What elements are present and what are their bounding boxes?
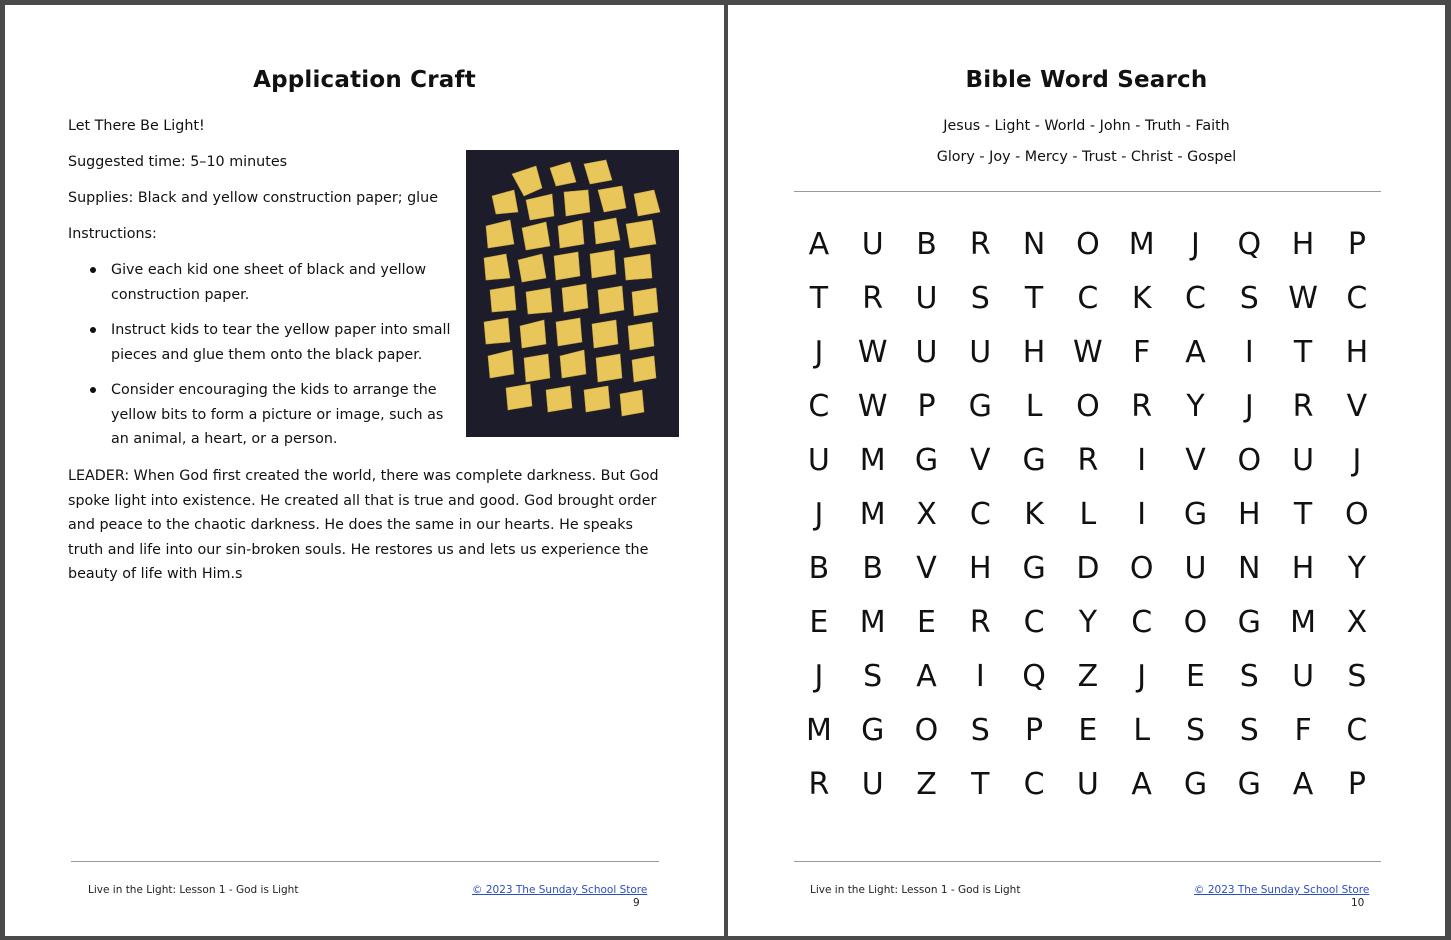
footer-divider	[71, 861, 659, 862]
grid-letter: C	[1131, 604, 1153, 640]
grid-letter: G	[1183, 496, 1208, 532]
grid-letter: R	[1292, 388, 1314, 424]
grid-letter: T	[971, 766, 990, 802]
grid-letter: J	[814, 496, 824, 532]
grid-letter: N	[1238, 550, 1261, 586]
grid-letter: U	[915, 334, 938, 370]
leader-paragraph: LEADER: When God first created the world, there was complete darkness. But God spoke light into existence. He created all that is true and good. God brought order and peace to the chaotic darkness. He does the same in our hearts. He speaks truth and life into our sin-broken souls. He restores us and lets us experience the beauty of life with Him.s	[68, 468, 659, 582]
grid-letter: E	[1185, 658, 1205, 694]
grid-letter: S	[970, 280, 990, 316]
grid-letter: D	[1076, 550, 1100, 586]
torn-paper-image	[466, 150, 679, 437]
grid-letter: P	[1025, 712, 1044, 748]
grid-letter: X	[916, 496, 937, 532]
grid-letter: E	[809, 604, 829, 640]
grid-letter: W	[1073, 334, 1103, 370]
page-number: 9	[633, 897, 640, 909]
grid-letter: T	[809, 280, 829, 316]
grid-letter: L	[1133, 712, 1151, 748]
grid-letter: N	[1022, 226, 1046, 262]
grid-letter: Z	[916, 766, 937, 802]
grid-letter: V	[916, 550, 937, 586]
grid-letter: A	[1185, 334, 1206, 370]
grid-letter: L	[1025, 388, 1043, 424]
grid-letter: X	[1346, 604, 1368, 640]
grid-letter: A	[1292, 766, 1314, 802]
grid-letter: P	[1347, 226, 1366, 262]
grid-letter: S	[1185, 712, 1205, 748]
grid-letter: G	[914, 442, 939, 478]
grid-letter: G	[1237, 604, 1261, 640]
grid-letter: S	[863, 658, 883, 694]
grid-letter: U	[1184, 550, 1207, 586]
grid-letter: F	[1133, 334, 1151, 370]
grid-letter: J	[814, 334, 824, 370]
page-title: Bible Word Search	[965, 67, 1208, 93]
grid-letter: L	[1079, 496, 1097, 532]
grid-letter: S	[1239, 712, 1259, 748]
grid-letter: U	[1292, 658, 1315, 694]
word-search-grid	[792, 217, 1384, 811]
grid-letter: C	[1023, 604, 1045, 640]
grid-letter: A	[808, 226, 830, 262]
footer-divider	[794, 861, 1381, 862]
grid-letter: U	[861, 226, 884, 262]
grid-letter: A	[1131, 766, 1152, 802]
grid-letter: M	[1290, 604, 1317, 640]
suggested-time: Suggested time: 5–10 minutes	[68, 154, 288, 170]
grid-letter: M	[859, 496, 886, 532]
grid-letter: I	[1137, 442, 1147, 478]
grid-letter: S	[1347, 658, 1367, 694]
grid-letter: M	[1128, 226, 1155, 262]
grid-letter: E	[1078, 712, 1098, 748]
copyright-link[interactable]: © 2023 The Sunday School Store	[1194, 884, 1370, 896]
grid-letter: R	[969, 604, 991, 640]
grid-letter: Y	[1347, 550, 1367, 586]
grid-letter: U	[969, 334, 992, 370]
grid-letter: U	[1076, 766, 1099, 802]
instructions-list	[68, 258, 458, 463]
grid-letter: S	[1239, 280, 1259, 316]
grid-letter: V	[970, 442, 991, 478]
left-page	[5, 5, 724, 936]
grid-letter: M	[805, 712, 832, 748]
grid-letter: G	[1022, 442, 1046, 478]
craft-photo	[466, 150, 679, 437]
grid-letter: B	[916, 226, 937, 262]
grid-letter: B	[808, 550, 830, 586]
grid-letter: I	[1137, 496, 1147, 532]
grid-letter: E	[917, 604, 936, 640]
footer-lesson: Live in the Light: Lesson 1 - God is Light	[810, 884, 1021, 896]
grid-letter: Y	[1078, 604, 1098, 640]
grid-letter: W	[857, 388, 888, 424]
grid-letter: G	[1022, 550, 1046, 586]
grid-letter: C	[1185, 280, 1206, 316]
grid-letter: F	[1294, 712, 1312, 748]
grid-letter: C	[1077, 280, 1099, 316]
copyright-link[interactable]: © 2023 The Sunday School Store	[472, 884, 648, 896]
grid-letter: M	[859, 604, 886, 640]
grid-letter: T	[1293, 334, 1313, 370]
page-title: Application Craft	[253, 67, 476, 93]
grid-letter: G	[968, 388, 992, 424]
grid-letter: R	[1077, 442, 1099, 478]
grid-letter: O	[1345, 496, 1369, 532]
grid-letter: T	[1293, 496, 1313, 532]
craft-name: Let There Be Light!	[68, 118, 205, 134]
grid-letter: U	[807, 442, 830, 478]
grid-letter: Z	[1077, 658, 1099, 694]
grid-letter: H	[1237, 496, 1261, 532]
grid-letter: O	[1076, 388, 1100, 424]
grid-letter: C	[1023, 766, 1045, 802]
grid-letter: U	[861, 766, 884, 802]
grid-letter: G	[861, 712, 885, 748]
grid-letter: C	[808, 388, 830, 424]
grid-letter: P	[1347, 766, 1366, 802]
grid-letter: W	[857, 334, 888, 370]
supplies: Supplies: Black and yellow construction paper; glue	[68, 190, 438, 206]
grid-letter: K	[1131, 280, 1152, 316]
grid-letter: B	[862, 550, 883, 586]
grid-letter: J	[814, 658, 824, 694]
grid-letter: I	[975, 658, 985, 694]
grid-letter: A	[916, 658, 937, 694]
word-list-line: Jesus - Light - World - John - Truth - Faith	[943, 118, 1230, 134]
grid-letter: C	[1346, 712, 1368, 748]
instruction-item: Give each kid one sheet of black and yellow construction paper.	[68, 258, 458, 307]
grid-letter: H	[969, 550, 992, 586]
instruction-item: Consider encouraging the kids to arrange the yellow bits to form a picture or image, such as an animal, a heart, or a person.	[68, 378, 458, 452]
grid-letter: V	[1185, 442, 1206, 478]
grid-letter: G	[1183, 766, 1208, 802]
grid-letter: O	[1183, 604, 1208, 640]
grid-letter: V	[1346, 388, 1368, 424]
page-number: 10	[1351, 897, 1365, 909]
grid-letter: R	[862, 280, 884, 316]
grid-letter: Q	[1022, 658, 1046, 694]
grid-letter: R	[969, 226, 991, 262]
word-list-divider	[794, 191, 1381, 192]
grid-letter: P	[917, 388, 936, 424]
grid-letter: H	[1022, 334, 1046, 370]
grid-letter: O	[914, 712, 939, 748]
grid-letter: H	[1291, 226, 1315, 262]
instruction-item: Instruct kids to tear the yellow paper into small pieces and glue them onto the black paper.	[68, 318, 458, 367]
word-list-line: Glory - Joy - Mercy - Trust - Christ - Gospel	[936, 149, 1237, 165]
grid-letter: O	[1129, 550, 1154, 586]
grid-letter: J	[1191, 226, 1200, 262]
grid-letter: S	[1239, 658, 1259, 694]
instructions-label: Instructions:	[68, 226, 157, 242]
grid-letter: Q	[1237, 226, 1262, 262]
grid-letter: H	[1345, 334, 1369, 370]
grid-letter: S	[970, 712, 990, 748]
grid-letter: M	[859, 442, 886, 478]
grid-letter: I	[1244, 334, 1254, 370]
grid-letter: C	[1346, 280, 1368, 316]
grid-letter: C	[969, 496, 991, 532]
grid-letter: U	[1292, 442, 1315, 478]
grid-letter: W	[1288, 280, 1318, 316]
grid-letter: R	[1131, 388, 1153, 424]
grid-letter: U	[915, 280, 938, 316]
grid-letter: J	[1137, 658, 1147, 694]
footer-lesson: Live in the Light: Lesson 1 - God is Light	[88, 884, 299, 896]
grid-letter: O	[1076, 226, 1100, 262]
grid-letter: H	[1291, 550, 1315, 586]
grid-letter: K	[1024, 496, 1044, 532]
grid-letter: Y	[1186, 388, 1205, 424]
grid-letter: J	[1352, 442, 1362, 478]
right-page	[728, 5, 1445, 936]
grid-letter: G	[1237, 766, 1261, 802]
grid-letter: R	[808, 766, 830, 802]
grid-letter: T	[1024, 280, 1044, 316]
grid-letter: J	[1244, 388, 1254, 424]
grid-letter: O	[1237, 442, 1262, 478]
